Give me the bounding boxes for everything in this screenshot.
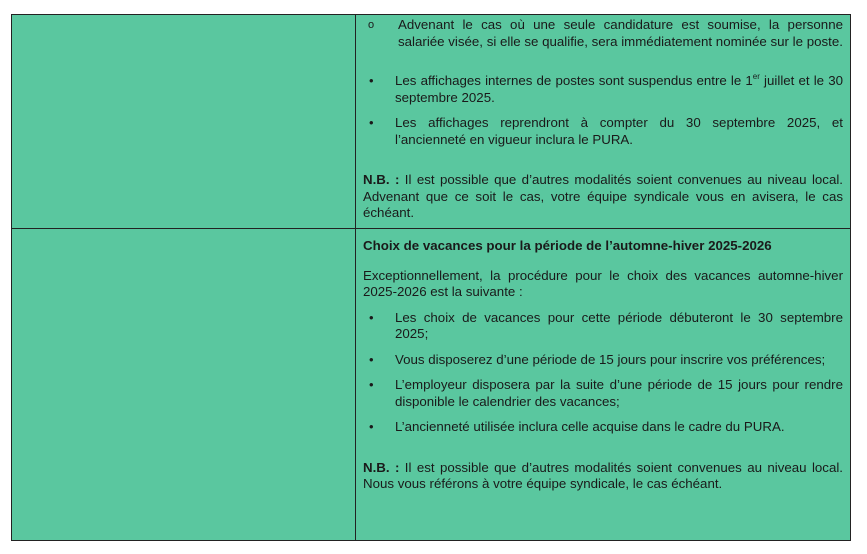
- bullet-text-after: juillet et le 30 septembre 2025.: [395, 73, 843, 105]
- bullet-text: Vous disposerez d’une période de 15 jours pour inscrire vos préférences;: [395, 351, 826, 367]
- list-item: [363, 115, 843, 148]
- sub-bullet-item: [368, 17, 843, 50]
- list-item: [363, 419, 843, 436]
- vacation-choice-content: [363, 238, 843, 493]
- section-intro: Exceptionnellement, la procédure pour le choix des vacances automne-hiver 2025-2026 est la suivante :: [363, 267, 843, 299]
- posting-rules-content: [363, 15, 843, 222]
- nb-note-top: [363, 172, 843, 222]
- bullet-icon: •: [369, 351, 374, 367]
- left-cell-top: [11, 14, 356, 228]
- bullet-icon: •: [369, 309, 374, 325]
- bullet-icon: •: [369, 419, 374, 434]
- bullet-text: Les choix de vacances pour cette période débuteront le 30 septembre 2025;: [395, 309, 843, 341]
- nb-text: Il est possible que d’autres modalités soient convenues au niveau local. Nous vous référons à votre équipe syndicale, le cas échéant.: [363, 459, 843, 491]
- vacation-bullet-list: [363, 310, 843, 436]
- section-heading: Choix de vacances pour la période de l’automne-hiver 2025-2026: [363, 238, 772, 253]
- bullet-text: Les affichages reprendront à compter du 30 septembre 2025, et l’ancienneté en vigueur inclura le PURA.: [395, 115, 843, 147]
- bullet-icon: •: [369, 377, 374, 392]
- list-item: [363, 310, 843, 343]
- vacation-choice-cell: [355, 228, 851, 541]
- sub-bullet-text: Advenant le cas où une seule candidature est soumise, la personne salariée visée, si elle se qualifie, sera immédiatement nominée sur le poste.: [398, 17, 843, 49]
- sub-bullet-circle-icon: o: [368, 19, 375, 31]
- bullet-icon: •: [369, 73, 374, 88]
- nb-label: N.B. :: [363, 172, 400, 187]
- nb-note-bottom: [363, 460, 843, 493]
- sub-bullet-block: [363, 15, 843, 67]
- bullet-text-before: Les affichages internes de postes sont suspendus entre le 1: [395, 73, 753, 88]
- nb-text: Il est possible que d’autres modalités soient convenues au niveau local. Advenant que ce soit le cas, votre équipe syndicale vous en avisera, le cas échéant.: [363, 172, 843, 220]
- list-item: [363, 73, 843, 106]
- nb-label: N.B. :: [363, 459, 400, 475]
- left-cell-bottom: [11, 228, 356, 541]
- posting-rules-cell: [355, 14, 851, 228]
- bullet-superscript: er: [752, 71, 760, 81]
- posting-bullet-list: [363, 73, 843, 148]
- list-item: [363, 352, 843, 369]
- bullet-icon: •: [369, 115, 374, 130]
- bullet-text: L’employeur disposera par la suite d’une période de 15 jours pour rendre disponible le calendrier des vacances;: [395, 377, 843, 409]
- list-item: [363, 377, 843, 410]
- bullet-text: L’ancienneté utilisée inclura celle acquise dans le cadre du PURA.: [395, 419, 785, 434]
